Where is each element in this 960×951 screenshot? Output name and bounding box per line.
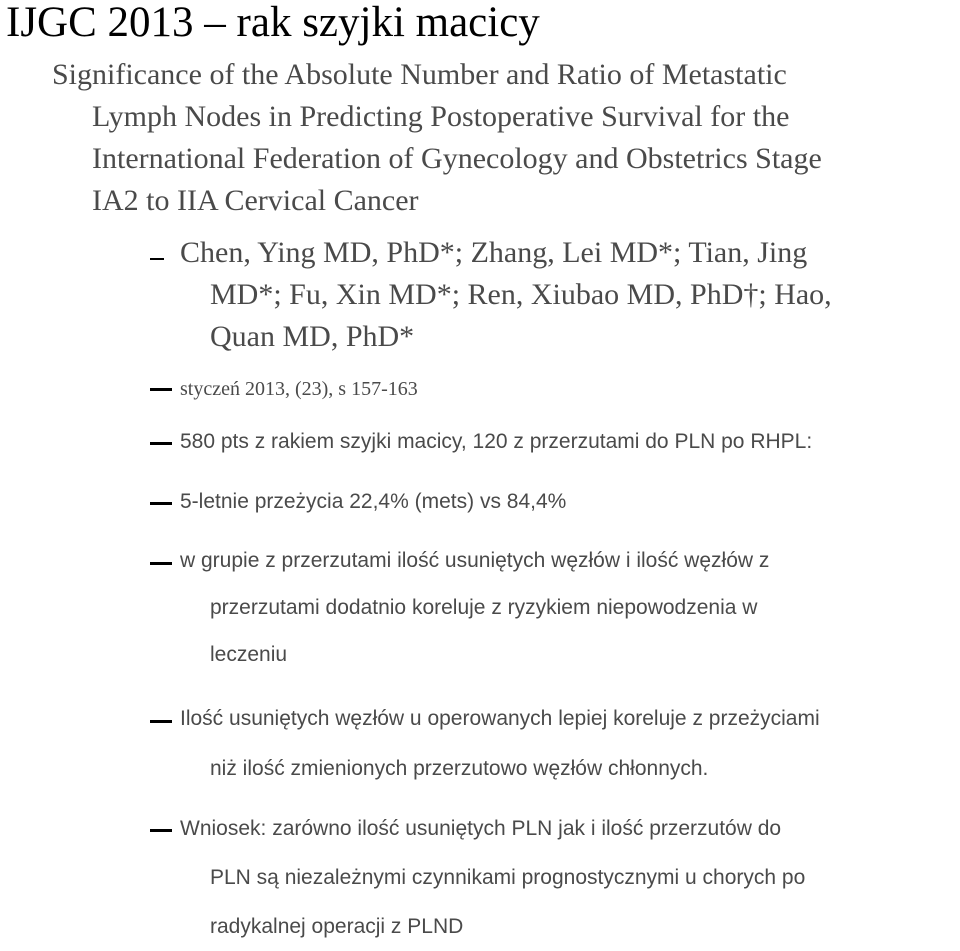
bullet-3-line-1: w grupie z przerzutami ilość usuniętych węzłów i ilość węzłów z xyxy=(180,549,770,572)
bullet-3-line-2: przerzutami dodatnio koreluje z ryzykiem niepowodzenia w xyxy=(210,596,758,619)
bullet-5-line-3: radykalnej operacji z PLND xyxy=(210,915,464,938)
dash-marker xyxy=(150,829,172,832)
dash-marker xyxy=(150,258,164,260)
bullet-2-line-1: 5-letnie przeżycia 22,4% (mets) vs 84,4% xyxy=(180,490,567,513)
bullet-text-4 xyxy=(180,694,820,794)
bullet-4-line-1: Ilość usuniętych węzłów u operowanych lepiej koreluje z przeżyciami xyxy=(180,707,820,730)
paper-title xyxy=(52,54,932,222)
paper-title-line-4: IA2 to IIA Cervical Cancer xyxy=(92,184,419,217)
dash-marker xyxy=(150,388,172,391)
dash-marker xyxy=(150,502,172,505)
bullet-text-1 xyxy=(180,426,812,458)
paper-title-line-1: Significance of the Absolute Number and Ratio of Metastatic xyxy=(52,58,787,91)
bullet-4-line-2: niż ilość zmienionych przerzutowo węzłów chłonnych. xyxy=(210,757,709,780)
citation-text: styczeń 2013, (23), s 157-163 xyxy=(180,378,418,400)
bullet-text-5 xyxy=(180,804,805,951)
bullet-3-line-3: leczeniu xyxy=(210,643,288,666)
paper-title-line-3: International Federation of Gynecology and Obstetrics Stage xyxy=(92,142,822,175)
paper-title-line-2: Lymph Nodes in Predicting Postoperative Survival for the xyxy=(92,100,790,133)
bullet-text-3 xyxy=(180,537,769,678)
slide-title: IJGC 2013 – rak szyjki macicy xyxy=(6,0,540,46)
dash-marker xyxy=(150,562,172,565)
authors-line-2: MD*; Fu, Xin MD*; Ren, Xiubao MD, PhD†; Hao, xyxy=(210,278,832,311)
bullet-1-line-1: 580 pts z rakiem szyjki macicy, 120 z przerzutami do PLN po RHPL: xyxy=(180,430,813,453)
bullet-5-line-1: Wniosek: zarówno ilość usuniętych PLN jak i ilość przerzutów do xyxy=(180,817,782,840)
authors-line-1: Chen, Ying MD, PhD*; Zhang, Lei MD*; Tian, Jing xyxy=(180,236,808,269)
dash-marker xyxy=(150,442,172,445)
authors-text xyxy=(180,232,832,358)
dash-marker xyxy=(150,720,172,723)
authors-line-3: Quan MD, PhD* xyxy=(210,320,415,353)
bullet-5-line-2: PLN są niezależnymi czynnikami prognostycznymi u chorych po xyxy=(210,866,806,889)
bullet-text-2 xyxy=(180,486,566,518)
